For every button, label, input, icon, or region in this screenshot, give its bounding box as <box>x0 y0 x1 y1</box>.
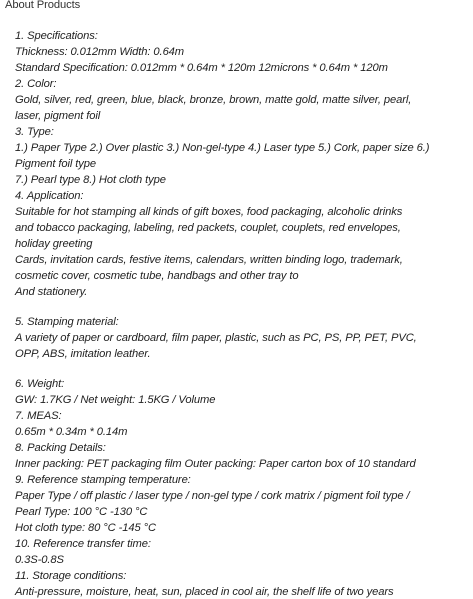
section-heading-type: 3. Type: <box>15 126 54 138</box>
section-heading-application: 4. Application: <box>15 190 84 202</box>
text-line: And stationery. <box>15 286 88 298</box>
section-heading-color: 2. Color: <box>15 78 57 90</box>
text-line: 0.3S-0.8S <box>15 554 64 566</box>
text-line: A variety of paper or cardboard, film paper, plastic, such as PC, PS, PP, PET, PVC, <box>15 332 417 344</box>
text-line: cosmetic cover, cosmetic tube, handbags and other tray to <box>15 270 299 282</box>
section-heading-storage-conditions: 11. Storage conditions: <box>15 570 127 582</box>
text-line: GW: 1.7KG / Net weight: 1.5KG / Volume <box>15 394 216 406</box>
text-line: 0.65m * 0.34m * 0.14m <box>15 426 128 438</box>
text-line: Thickness: 0.012mm Width: 0.64m <box>15 46 185 58</box>
text-line: Pearl Type: 100 °C -130 °C <box>15 506 148 518</box>
text-line: Anti-pressure, moisture, heat, sun, placed in cool air, the shelf life of two years <box>15 586 394 598</box>
text-line: Standard Specification: 0.012mm * 0.64m * 120m 12microns * 0.64m * 120m <box>15 62 388 74</box>
text-line: Inner packing: PET packaging film Outer packing: Paper carton box of 10 standard <box>15 458 416 470</box>
text-line: Pigment foil type <box>15 158 97 170</box>
section-heading-transfer-time: 10. Reference transfer time: <box>15 538 151 550</box>
text-line: laser, pigment foil <box>15 110 101 122</box>
text-line: Suitable for hot stamping all kinds of gift boxes, food packaging, alcoholic drinks <box>15 206 403 218</box>
section-heading-packing-details: 8. Packing Details: <box>15 442 106 454</box>
text-line: Gold, silver, red, green, blue, black, bronze, brown, matte gold, matte silver, pearl, <box>15 94 412 106</box>
section-heading-stamping-material: 5. Stamping material: <box>15 316 119 328</box>
text-line: Cards, invitation cards, festive items, calendars, written binding logo, trademark, <box>15 254 403 266</box>
text-line: 7.) Pearl type 8.) Hot cloth type <box>15 174 166 186</box>
text-line: holiday greeting <box>15 238 93 250</box>
section-heading-meas: 7. MEAS: <box>15 410 62 422</box>
text-line: Paper Type / off plastic / laser type / non-gel type / cork matrix / pigment foil type / <box>15 490 410 502</box>
text-line: OPP, ABS, imitation leather. <box>15 348 151 360</box>
section-heading-weight: 6. Weight: <box>15 378 65 390</box>
section-heading-stamping-temperature: 9. Reference stamping temperature: <box>15 474 191 486</box>
text-line: 1.) Paper Type 2.) Over plastic 3.) Non-gel-type 4.) Laser type 5.) Cork, paper size 6.) <box>15 142 430 154</box>
text-line: and tobacco packaging, labeling, red packets, couplet, couplets, red envelopes, <box>15 222 401 234</box>
text-line: Hot cloth type: 80 °C -145 °C <box>15 522 156 534</box>
page-title: About Products <box>5 0 81 11</box>
section-heading-specifications: 1. Specifications: <box>15 30 98 42</box>
